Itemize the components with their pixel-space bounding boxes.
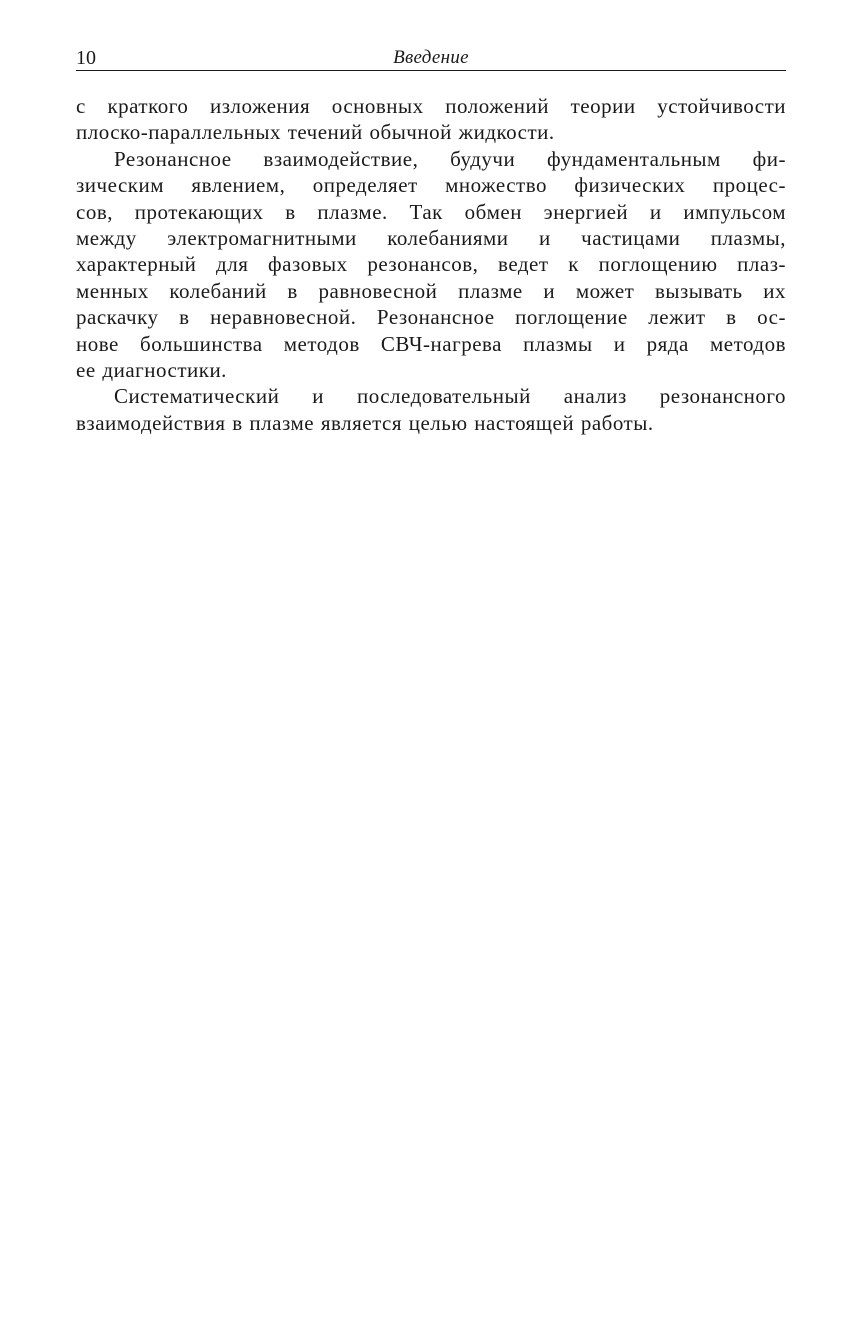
text-line: взаимодействия в плазме является целью настоящей работы. <box>76 410 654 435</box>
text-line: между электромагнитными колебаниями и частицами плазмы, <box>76 226 786 251</box>
text-line: сов, протекающих в плазме. Так обмен энергией и импульсом <box>76 199 786 224</box>
text-line: зическим явлением, определяет множество физических процес- <box>76 173 786 198</box>
page-header <box>76 44 786 71</box>
paragraph-1 <box>76 93 786 146</box>
text-line: характерный для фазовых резонансов, ведет к поглощению плаз- <box>76 252 786 277</box>
text-line: нове большинства методов СВЧ-нагрева плазмы и ряда методов <box>76 331 786 356</box>
running-head: Введение <box>393 47 469 68</box>
text-line: раскачку в неравновесной. Резонансное поглощение лежит в ос- <box>76 305 786 330</box>
paragraph-3 <box>76 383 786 436</box>
body-text <box>76 93 786 436</box>
text-line: плоско-параллельных течений обычной жидкости. <box>76 120 555 145</box>
text-line: ее диагностики. <box>76 358 227 383</box>
text-line: Систематический и последовательный анализ резонансного <box>114 384 786 409</box>
text-line: Резонансное взаимодействие, будучи фундаментальным фи- <box>114 146 786 171</box>
text-line: менных колебаний в равновесной плазме и может вызывать их <box>76 278 786 303</box>
paragraph-2 <box>76 146 786 384</box>
text-line: с краткого изложения основных положений теории устойчивости <box>76 94 786 118</box>
page-number: 10 <box>76 47 96 69</box>
